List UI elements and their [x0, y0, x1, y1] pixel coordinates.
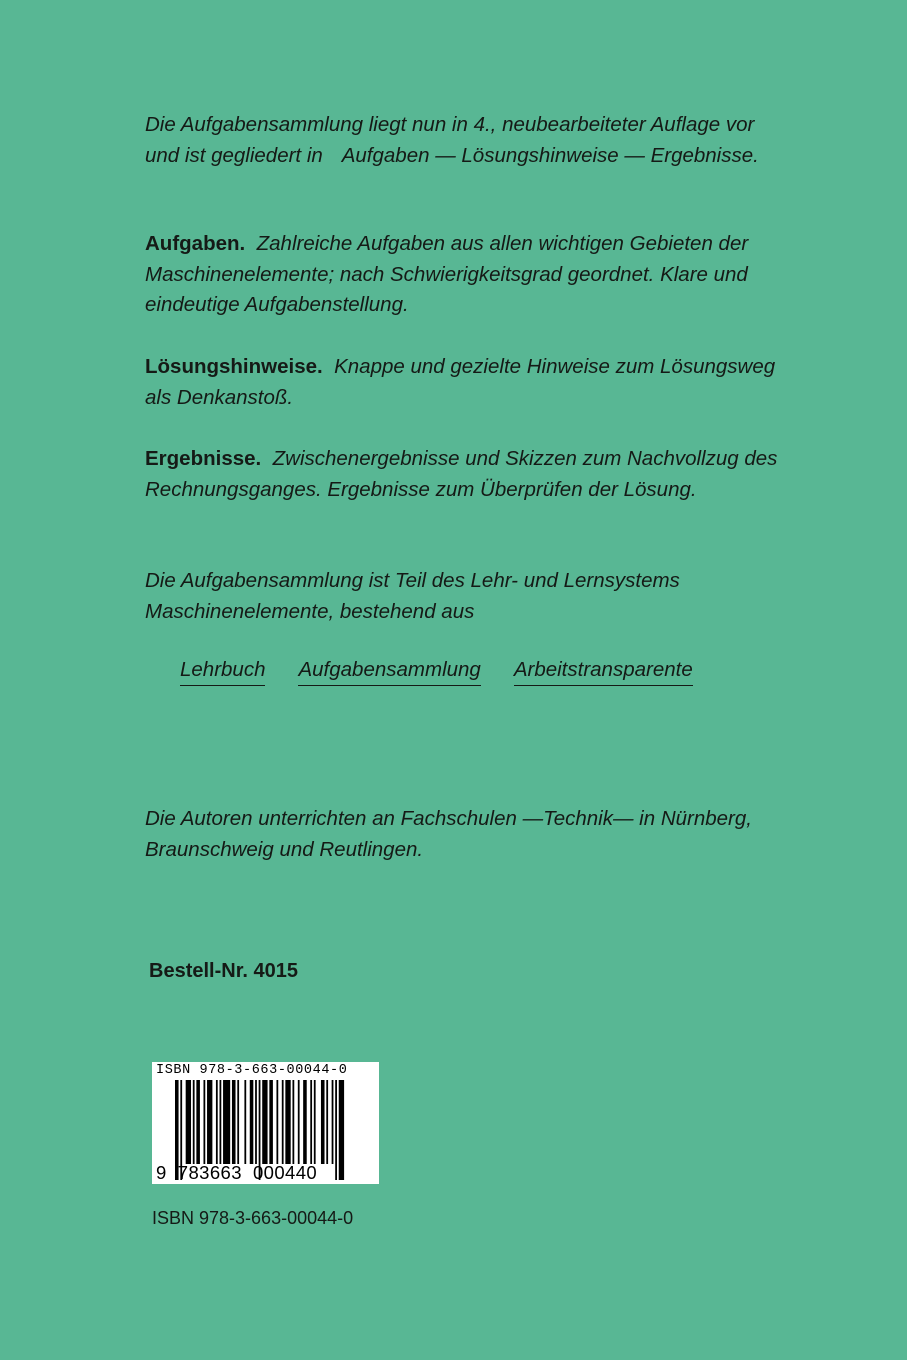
aufgaben-text-1: Zahlreiche Aufgaben aus allen wichtigen Gebieten der — [256, 232, 749, 255]
component-aufgabensammlung: Aufgabensammlung — [298, 656, 480, 686]
barcode-bar — [262, 1080, 267, 1164]
barcode-bar — [314, 1080, 316, 1164]
barcode-isbn-label: ISBN 978-3-663-00044-0 — [156, 1063, 348, 1078]
barcode-bar — [203, 1080, 205, 1164]
barcode-bar — [326, 1080, 328, 1164]
isbn-text: ISBN 978-3-663-00044-0 — [152, 1208, 354, 1228]
barcode-bar — [193, 1080, 195, 1164]
loesung-text-1: Knappe und gezielte Hinweise zum Lösungsweg — [334, 355, 776, 378]
autoren-line-1: Die Autoren unterrichten an Fachschulen —Technik— in Nürnberg, — [145, 807, 752, 830]
barcode-bar — [303, 1080, 307, 1164]
ergebnis-label: Ergebnisse. — [145, 447, 262, 470]
loesung-paragraph — [145, 352, 845, 413]
intro-line-1: Die Aufgabensammlung liegt nun in 4., neubearbeiteter Auflage vor — [145, 113, 755, 136]
system-components — [180, 656, 726, 686]
aufgaben-paragraph — [145, 229, 845, 321]
ergebnis-paragraph — [145, 444, 845, 505]
intro-line-2b: Aufgaben — Lösungshinweise — Ergebnisse. — [341, 143, 759, 167]
loesung-line-2: als Denkanstoß. — [145, 385, 294, 409]
system-line-1: Die Aufgabensammlung ist Teil des Lehr- und Lernsystems — [145, 569, 680, 592]
intro-line-2 — [145, 141, 845, 172]
autoren-line-2: Braunschweig und Reutlingen. — [145, 837, 424, 861]
component-lehrbuch: Lehrbuch — [180, 656, 265, 686]
barcode-bar — [244, 1080, 246, 1164]
barcode-bar — [332, 1080, 334, 1164]
barcode-bar — [282, 1080, 284, 1164]
autoren-paragraph — [145, 804, 845, 865]
aufgaben-line-3: eindeutige Aufgabenstellung. — [145, 293, 409, 316]
barcode-bar — [250, 1080, 254, 1164]
loesung-label: Lösungshinweise. — [145, 355, 323, 378]
barcode-bar — [321, 1080, 325, 1164]
barcode-bar — [232, 1080, 236, 1164]
aufgaben-label: Aufgaben. — [145, 232, 246, 255]
ergebnis-line-2: Rechnungsganges. Ergebnisse zum Überprüfen der Lösung. — [145, 477, 697, 501]
barcode-bar — [196, 1080, 200, 1164]
aufgaben-line-1 — [145, 229, 845, 260]
intro-paragraph — [145, 110, 845, 171]
ergebnis-text-1: Zwischenergebnisse und Skizzen zum Nachvollzug des — [272, 447, 778, 470]
order-number: Bestell-Nr. 4015 — [149, 960, 298, 982]
barcode-bar — [292, 1080, 294, 1164]
aufgaben-line-2: Maschinenelemente; nach Schwierigkeitsgrad geordnet. Klare und — [145, 262, 748, 286]
barcode-bar — [310, 1080, 312, 1164]
barcode-bar — [207, 1080, 212, 1164]
barcode-bar — [285, 1080, 290, 1164]
system-paragraph — [145, 566, 845, 627]
barcode-bar — [276, 1080, 278, 1164]
barcode-bar — [220, 1080, 222, 1164]
barcode-bar — [335, 1080, 337, 1180]
ergebnis-line-1 — [145, 444, 845, 475]
component-arbeitstransparente: Arbeitstransparente — [514, 656, 693, 686]
barcode-bar — [186, 1080, 191, 1164]
barcode-bar — [216, 1080, 218, 1164]
barcode-digits: 9 783663 000440 — [156, 1162, 318, 1183]
barcode-bar — [339, 1080, 344, 1180]
barcode — [152, 1062, 379, 1184]
barcode-bar — [269, 1080, 273, 1164]
system-line-2: Maschinenelemente, bestehend aus — [145, 599, 475, 623]
barcode-bar — [223, 1080, 230, 1164]
intro-line-2a: und ist gegliedert in — [145, 143, 323, 167]
loesung-line-1 — [145, 352, 845, 383]
barcode-bar — [237, 1080, 239, 1164]
barcode-bar — [298, 1080, 300, 1164]
barcode-bar — [255, 1080, 257, 1164]
